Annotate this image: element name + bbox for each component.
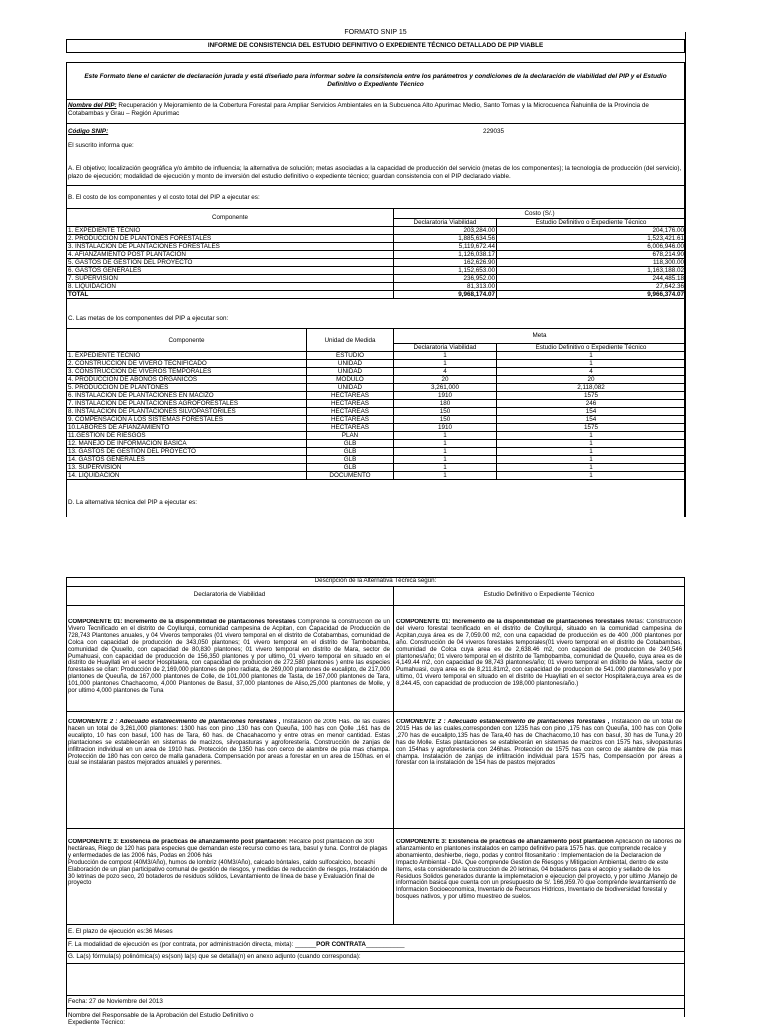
cost-component: 1. EXPEDIENTE TÉCNIO: [67, 227, 394, 235]
goal-unit: DOCUMENTO: [307, 472, 394, 480]
divider: [66, 924, 685, 925]
goal-definitive: 4: [497, 368, 686, 376]
snip-value: 229035: [483, 128, 505, 135]
col-definitive-label: Estudio Definitivo o Expediente Técnico: [483, 591, 595, 598]
goal-definitive: 154: [497, 408, 686, 416]
goal-definitive: 1575: [497, 392, 686, 400]
goal-unit: UNIDAD: [307, 360, 394, 368]
goal-unit: MODULO: [307, 376, 394, 384]
goal-component: 3. CONSTRUCCION DE VIVEROS TEMPORALES: [67, 368, 307, 376]
goal-row: [67, 376, 686, 384]
goal-viability: 1: [394, 432, 497, 440]
goals-header-goal: Meta: [394, 329, 686, 344]
cost-total-viability: 9,968,174.07: [394, 291, 497, 299]
goal-component: 14. GASTOS GENERALES: [67, 456, 307, 464]
cost-table: [66, 208, 686, 299]
cost-definitive: 1,523,421.61: [497, 235, 686, 243]
snip-label: Código SNIP:: [68, 128, 109, 135]
goal-row: [67, 424, 686, 432]
informs-text: El suscrito informa que:: [68, 142, 134, 149]
goal-viability: 4: [394, 368, 497, 376]
goal-definitive: 1: [497, 456, 686, 464]
cost-header-cost: Costo (S/.): [394, 209, 686, 219]
goal-viability: 180: [394, 400, 497, 408]
goal-row: [67, 448, 686, 456]
intro-text: Este Formato tiene el carácter de declaración jurada y está diseñado para informar sobre la consistencia entre los parámetros y condiciones de la declaración de viabilidad del PIP y el Estudio Definitivo o Expediente Técnico: [84, 73, 667, 88]
goals-table: [66, 328, 686, 480]
c2-viability-body: Instalación de 2006 Has. de las cuales hacen un total de 3,261,000 plantones: 1300 has con pino ,130 has con Queuña, 100 has con Qolle ,161 has de eucalipto, 10 has con basul, 100 has de Tara, 60 has. de Chacahacomo y entre otras en menor cantidad. Estas plantaciones se establecerán en sistemas de macizos, silvopasturas y agroforestería. Construcción de zanjas de infiltracion individual en un area de 1910 has. Protección de 1350 has con cerco de alambre de púa mas champa. Protección de 180 has con cerco de malla ganadera. Compensación por areas a forestar en un area de 150has. en el cual se instalaran pastos mejorados anuales y perennes.: [68, 719, 390, 767]
c3-definitive: [396, 839, 682, 923]
cost-viability: 1,126,038.17: [394, 251, 497, 259]
divider: [66, 123, 685, 124]
goal-row: [67, 384, 686, 392]
goal-unit: ESTUDIO: [307, 352, 394, 360]
cost-component: 3. INSTALACION DE PLANTACIONES FORESTALES: [67, 243, 394, 251]
cost-component: 8. LIQUIDACIÓN: [67, 283, 394, 291]
section-f: [68, 942, 405, 949]
cost-component: 4. AFIANZAMIENTO POST PLANTACION: [67, 251, 394, 259]
cost-component: 5. GASTOS DE GESTION DEL PROYECTO: [67, 259, 394, 267]
c1-definitive-body: Metas: Construcción del vivero forestal tecnificado en el distrito de Coyllurqui, situado en la comunidad campesina de Acpitan,cuya área es de 7,059.00 m2, con una capacidad de producción es de 400 ,000 plantones por año. Construcción de 04 viveros forestales temporales(01 vivero temporal en el distrito de Cotabambas, comunidad de Colca cuya area es de 2,638.46 m2, con capacidad de produccion de 240,546 plantones/año; 01 vivero temporal en el distrito de Tambobamba, comunidad de Quuello, cuya area es de 4,149.44 m2, con capacidad de 98,743 plantones/año; 01 vivero temporal en distrito de Mara, sector de Pumahuasi, cuya area es de 8,211.81m2, con capacidad de produccion de 541.090 plantones/año y por ultimo, 01 vivero temporal en situado en el distrito de Huayllati en el sector Hospitalera,cuya area es de 8,244.45, con capacidad de produccion de 198,000 plantones/año.): [396, 619, 682, 688]
goal-row: [67, 432, 686, 440]
col-viability-label: Declaratoria de Viabilidad: [193, 591, 266, 598]
goal-unit: PLAN: [307, 432, 394, 440]
intro-box: [66, 62, 685, 100]
divider: [66, 828, 685, 829]
title-box: [66, 39, 685, 53]
section-b: B. El costo de los componentes y el costo total del PIP a ejecutar es:: [68, 194, 260, 201]
cost-definitive: 118,300.00: [497, 259, 686, 267]
c1-definitive-head: COMPONENTE 01: Incremento de la disponibilidad de plantaciones forestales: [396, 619, 625, 625]
goal-unit: GLB: [307, 440, 394, 448]
c2-viability-head: COMONENTE 2 : Adecuado establecimiento de plantaciones forestales ,: [68, 719, 281, 725]
section-f-label: F. La modalidad de ejecución es (por contrata, por administración directa, mixta): ______: [68, 941, 317, 948]
project-name: [68, 102, 682, 118]
goal-definitive: 1: [497, 360, 686, 368]
section-g: G. La(s) fórmula(s) polinómica(s) es(son) la(s) que se detalla(n) en anexo adjunto (cuando corresponda):: [68, 953, 361, 960]
project-name-label: Nombre del PIP:: [68, 102, 117, 109]
goal-component: 6. INSTALACION DE PLANTACIONES EN MACIZO: [67, 392, 307, 400]
divider: [66, 711, 685, 712]
goals-header-definitive: Estudio Definitivo o Expediente Técnico: [497, 343, 686, 351]
goal-definitive: 1: [497, 464, 686, 472]
divider: [66, 995, 685, 996]
cost-definitive: 27,642.36: [497, 283, 686, 291]
cost-row: [67, 227, 686, 235]
cost-total-definitive: 9,966,374.07: [497, 291, 686, 299]
goal-viability: 150: [394, 408, 497, 416]
cost-definitive: 678,214.90: [497, 251, 686, 259]
goal-component: 12. MANEJO DE INFORMACION BASICA: [67, 440, 307, 448]
goal-component: 4. PRODUCCION DE ABONOS ORGANICOS: [67, 376, 307, 384]
goal-row: [67, 368, 686, 376]
cost-definitive: 6,006,946.00: [497, 243, 686, 251]
goal-row: [67, 408, 686, 416]
goal-row: [67, 440, 686, 448]
goal-row: [67, 416, 686, 424]
goal-component: 1. EXPEDIENTE TÉCNIO: [67, 352, 307, 360]
cost-row: [67, 267, 686, 275]
divider: [66, 185, 685, 186]
cost-header-definitive: Estudio Definitivo o Expediente Técnico: [497, 219, 686, 227]
goal-component: 7. INSTALACION DE PLANTACIONES AGROFORESTALES: [67, 400, 307, 408]
responsible-text: Nombre del Responsable de la Aprobación del Estudio Definitivo o Expediente Técnico:: [68, 1012, 254, 1026]
cost-row: [67, 251, 686, 259]
goal-component: 9. COMPENSACION A LOS SISTEMAS FORESTALES: [67, 416, 307, 424]
goals-header-unit: Unidad de Medida: [307, 329, 394, 352]
c2-definitive-body: Instalación de un total de 2015 Has de las cuales,corresponden con 1235 has con pino ,175 has con Queuña, 100 has con Qolle ,270 has de eucalipto,135 has de Tara,40 has de Chachacomo,10 has con basul, 30 has de Tuna,y 20 has de Molle. Estas plantaciones se establecerán en sistemas de macizos con 1575 has, silvopasturas con 154has y agroforestería con 246has. Protección de 1575 has con cerco de alambre de púa mas champa. Instalación de zanjas de infiltración individual para 1575 has, Compensación por áreas a forestar con la instalación de 154 has de pastos mejorados: [396, 719, 682, 767]
goal-definitive: 1: [497, 440, 686, 448]
goal-definitive: 1575: [497, 424, 686, 432]
cost-component: 6. GASTOS GENERALES: [67, 267, 394, 275]
cost-component: 7. SUPERVISIÓN: [67, 275, 394, 283]
goal-viability: 1: [394, 440, 497, 448]
goal-row: [67, 464, 686, 472]
divider: [66, 963, 685, 964]
cost-header-viability: Declaratoria Viabilidad: [394, 219, 497, 227]
goal-viability: 1: [394, 464, 497, 472]
cost-viability: 162,626.90: [394, 259, 497, 267]
cost-row: [67, 275, 686, 283]
date-text: Fecha: 27 de Noviembre del 2013: [68, 998, 163, 1005]
goal-unit: GLB: [307, 456, 394, 464]
goal-viability: 1910: [394, 392, 497, 400]
goal-viability: 1: [394, 360, 497, 368]
goal-viability: 1: [394, 448, 497, 456]
section-f-tail: ___________: [365, 941, 405, 948]
c1-viability-head: COMPONENTE 01: Incremento de la disponibilidad de plantaciones forestales: [68, 619, 296, 625]
c3-viability-body: : Recalce post plantación de 300 hectáreas, Riego de 120 has para especies que demandan este recurso como es tara, basul y tuna. Control de plagas y enfermedades de las 2006 hás, Podas en 2006 hás Producción de compost (40M3/Año), humos de lombriz (40M3/Año), calcado bóntales, caldo sulfocalcico, bocashi Elaboración de un plan participativo comunal de gestión de riesgos, y medidas de reducción de riesgos, Instalación de 30 letrinas de pozo seco, 20 botaderos de residuos sólidos, Levantamiento de línea de base y Evaluación final de proyecto: [68, 839, 388, 887]
cost-header-component: Componente: [67, 209, 394, 227]
goals-header-viability: Declaratoria Viabilidad: [394, 343, 497, 351]
c1-definitive: [396, 619, 682, 709]
c3-viability-head: COMPONENTE 3: Existencia de prácticas de afianzamiento post plantación: [68, 839, 286, 845]
description-label: Descripción de la Alternativa Técnica según:: [314, 577, 437, 584]
page-two: [66, 577, 685, 1026]
c2-definitive: [396, 719, 682, 825]
goal-unit: GLB: [307, 448, 394, 456]
goal-viability: 3,261,000: [394, 384, 497, 392]
goal-row: [67, 352, 686, 360]
goal-unit: UNIDAD: [307, 368, 394, 376]
goal-unit: UNIDAD: [307, 384, 394, 392]
section-c: C. Las metas de los componentes del PIP a ejecutar son:: [68, 315, 229, 322]
column-divider: [393, 586, 394, 924]
goal-row: [67, 472, 686, 480]
cost-definitive: 244,485.18: [497, 275, 686, 283]
c1-viability-body: Comprende la construcción de un Vivero Tecnificado en el distrito de Coyllurqui, comunidad campesina de Acpitan, con Capacidad de Producción de 728,743 Plantones anuales, y 04 Viveros temporales (01 vivero temporal en el distrito de Cotabambas, comunidad de Colca con capacidad de producción de 343,050 plantones; 01 vivero temporal en el distrito de Tambobamba, comunidad de Quuello, con capacidad de 80,830 plantones; 01 vivero temporal en distrito de Mara, sector de Pumahuasi, con capacidad de producción de 156,350 plantones y por ultimo, 01 vivero temporal en situado en el distrito de Huayllati en el sector Hospitalera, con capacidad de produccion de 272,580 plantones ) entre las especies forestales se citan: Producción de 2,169,000 plantones de pino radiata, de 269,000 plantones de eucalipto, de 217,000 plantones de Queuña, de 167,000 plantones de Colle, de 101,000 plantones de Tasta, de 167,000 plantones de Tara, 101,000 plantones Chachacomo, 4,000 Plantones de Basul, 37,000 plantones de Aliso,25,000 plantones de Molle, y por ultimo 4,000 plantones de Tuna: [68, 619, 390, 695]
goal-unit: HECTAREAS: [307, 392, 394, 400]
goal-row: [67, 456, 686, 464]
goal-component: 13. GASTOS DE GESTION DEL PROYECTO: [67, 448, 307, 456]
goal-viability: 1910: [394, 424, 497, 432]
format-label: FORMATO SNIP 15: [344, 29, 407, 36]
goal-component: 10.LABORES DE AFIANZAMIENTO: [67, 424, 307, 432]
goals-header-component: Componente: [67, 329, 307, 352]
project-name-value: Recuperación y Mejoramiento de la Cobertura Forestal para Ampliar Servicios Ambientales en la Subcuenca Alto Apurimac Medio, Santo Tomas y la Microcuenca Ñahuinlla de la Provincia de Cotabambas y Grau – Región Apurimac: [68, 102, 649, 117]
divider: [66, 1008, 685, 1009]
execution-mode-value: POR CONTRATA: [316, 941, 366, 948]
cost-viability: 5,119,672.44: [394, 243, 497, 251]
goal-definitive: 2,118,082: [497, 384, 686, 392]
goal-row: [67, 400, 686, 408]
cost-definitive: 1,163,188.02: [497, 267, 686, 275]
goal-definitive: 20: [497, 376, 686, 384]
c3-definitive-body: Aplicación de labores de afianzamiento en plantones instalados en campo definitivo para 1575 has. que comprende recalce y abonamiento, deshierbe, riego, podas y control fitosanitario : Implementacion de la Declaracion de Impacto Ambiental - DIA. Que comprende Gestion de Riesgos y Mitigacion Ambiental, dentro de este ítems, esta considerado la costruccion de 20 letrinas, 04 botaderos para el acopio y sellado de los Residuos Solidos generados durante la implemetacion e ejecucion del proyecto, y por ultimo ,Manejo de información basica que cuenta con un presupuesto de S/. 166,959.70 que comprende levantamiento de Informacion Socioeconomica, Inventario de Recursos Hídricos, Inventario de biodiversidad forestal y bosques nativos, y por ultimo muestreo de suelos.: [396, 839, 682, 901]
cost-row: [67, 243, 686, 251]
goal-component: 14. LIQUIDACIÓN: [67, 472, 307, 480]
cost-definitive: 204,176.00: [497, 227, 686, 235]
cost-row: [67, 235, 686, 243]
goal-definitive: 154: [497, 416, 686, 424]
goal-definitive: 1: [497, 472, 686, 480]
c3-viability: [68, 839, 390, 923]
goal-definitive: 1: [497, 352, 686, 360]
cost-viability: 1,152,653.00: [394, 267, 497, 275]
goal-viability: 1: [394, 456, 497, 464]
main-title: INFORME DE CONSISTENCIA DEL ESTUDIO DEFINITIVO O EXPEDIENTE TÉCNICO DETALLADO DE PIP VIABLE: [207, 42, 544, 49]
cost-viability: 81,313.00: [394, 283, 497, 291]
goal-unit: HECTAREAS: [307, 424, 394, 432]
goal-component: 11.GESTION DE RIESGOS: [67, 432, 307, 440]
c2-viability: [68, 719, 390, 825]
cost-viability: 236,952.00: [394, 275, 497, 283]
goal-component: 5. PRODUCCION DE PLANTONES: [67, 384, 307, 392]
goal-viability: 150: [394, 416, 497, 424]
goal-definitive: 246: [497, 400, 686, 408]
goal-row: [67, 360, 686, 368]
goal-component: 8. INSTALACION DE PLANTACIONES SILVOPASTORILES: [67, 408, 307, 416]
goal-viability: 1: [394, 472, 497, 480]
goal-row: [67, 392, 686, 400]
goal-unit: HECTAREAS: [307, 400, 394, 408]
c3-definitive-head: COMPONENTE 3: Existencia de prácticas de afianzamiento post plantación: [396, 839, 614, 845]
page-one: [66, 29, 686, 517]
cost-viability: 1,885,634.56: [394, 235, 497, 243]
c2-definitive-head: COMONENTE 2 : Adecuado establecimiento de plantaciones forestales ,: [396, 719, 610, 725]
cost-row: [67, 283, 686, 291]
section-d: D. La alternativa técnica del PIP a ejecutar es:: [68, 499, 198, 506]
goal-unit: GLB: [307, 464, 394, 472]
c1-viability: [68, 619, 390, 709]
goal-unit: HECTAREAS: [307, 408, 394, 416]
goal-component: 2. CONSTRUCCION DE VIVERO TECNIFICADO: [67, 360, 307, 368]
cost-row: [67, 259, 686, 267]
cost-component: 2. PRODUCCIÓN DE PLANTONES FORESTALES: [67, 235, 394, 243]
goal-viability: 1: [394, 352, 497, 360]
divider: [66, 938, 685, 939]
goal-unit: HECTAREAS: [307, 416, 394, 424]
goal-definitive: 1: [497, 432, 686, 440]
divider: [66, 951, 685, 952]
goal-component: 13. SUPERVISIÓN: [67, 464, 307, 472]
goal-definitive: 1: [497, 448, 686, 456]
section-e: E. El plazo de ejecución es:36 Meses: [68, 928, 173, 935]
section-a: A. El objetivo; localización geográfica y/o ámbito de influencia; la alternativa de solución; metas asociadas a la capacidad de producción del servicio (metas de los componentes); la tecnología de producción (del servicio), plazo de ejecución; modalidad de ejecución y monto de inversión del estudio definitivo o expediente técnico; guardan consistencia con el PIP declarado viable.: [68, 165, 682, 180]
cost-total-label: TOTAL: [67, 291, 394, 299]
goal-viability: 20: [394, 376, 497, 384]
cost-viability: 203,284.00: [394, 227, 497, 235]
